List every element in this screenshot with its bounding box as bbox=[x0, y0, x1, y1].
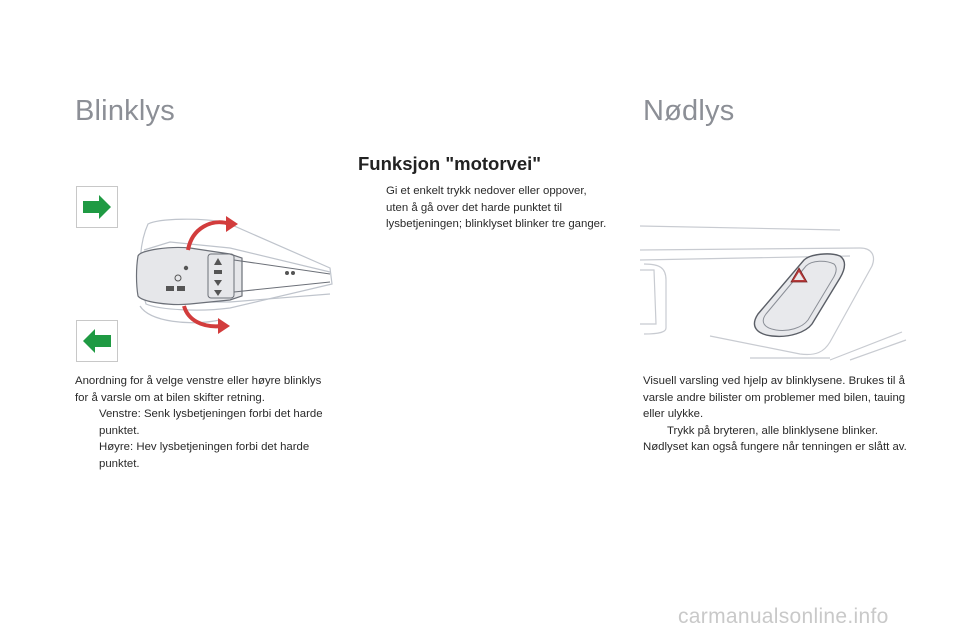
section-title-nodlys: Nødlys bbox=[643, 95, 735, 127]
nodlys-bullet bbox=[643, 423, 913, 440]
bullet-text: Venstre: Senk lysbetjeningen forbi det harde punktet. bbox=[99, 408, 323, 437]
nodlys-note: Nødlyset kan også fungere når tenningen er slått av. bbox=[643, 441, 907, 453]
green-left-arrow-icon bbox=[77, 321, 117, 361]
section-title-blinklys: Blinklys bbox=[75, 95, 175, 127]
blinklys-bullet-hoyre bbox=[75, 439, 337, 472]
left-turn-arrow-box bbox=[76, 320, 118, 362]
nodlys-intro: Visuell varsling ved hjelp av blinklysene. Brukes til å varsle andre bilister om problemer med bilen, tauing eller ulykke. bbox=[643, 375, 906, 420]
blinklys-intro: Anordning for å velge venstre eller høyre blinklys for å varsle om at bilen skifter retning. bbox=[75, 375, 322, 404]
blinklys-bullet-venstre bbox=[75, 406, 337, 439]
motorvei-text bbox=[362, 183, 612, 233]
nodlys-text bbox=[643, 373, 913, 456]
section-title-motorvei: Funksjon "motorvei" bbox=[358, 153, 542, 174]
right-turn-arrow-box bbox=[76, 186, 118, 228]
bullet-text: Trykk på bryteren, alle blinklysene blinker. bbox=[667, 424, 879, 437]
hazard-button-illustration bbox=[640, 220, 910, 365]
green-right-arrow-icon bbox=[77, 187, 117, 227]
bullet-text: Høyre: Hev lysbetjeningen forbi det harde punktet. bbox=[99, 441, 310, 470]
light-stalk-illustration bbox=[130, 210, 345, 335]
motorvei-bullet bbox=[362, 183, 612, 233]
bullet-text: Gi et enkelt trykk nedover eller oppover, uten å gå over det harde punktet til lysbetjeningen; blinklyset blinker tre ganger. bbox=[386, 185, 607, 230]
watermark: carmanualsonline.info bbox=[678, 605, 889, 628]
blinklys-text bbox=[75, 373, 337, 472]
